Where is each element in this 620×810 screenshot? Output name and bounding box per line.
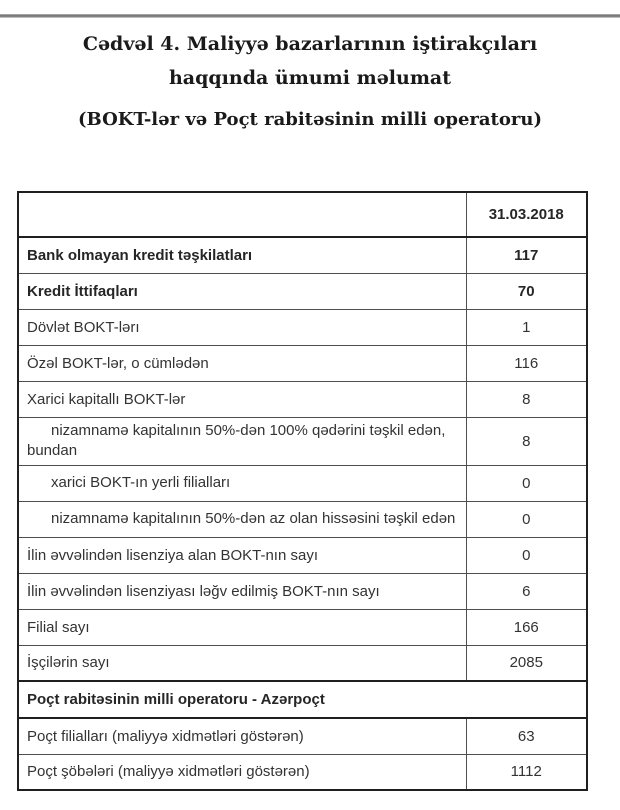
document-page: [0, 14, 620, 810]
row-label: İlin əvvəlindən lisenziya alan BOKT-nın sayı: [18, 537, 466, 573]
table-row: [18, 609, 587, 645]
row-value: 117: [466, 237, 587, 273]
table-row: [18, 345, 587, 381]
table-row: [18, 237, 587, 273]
row-value: 0: [466, 537, 587, 573]
row-label: Poçt filialları (maliyyə xidmətləri göstərən): [18, 718, 466, 754]
row-value: 0: [466, 465, 587, 501]
row-value: 8: [466, 381, 587, 417]
decorative-top-rule: [0, 14, 620, 18]
row-value: 0: [466, 501, 587, 537]
row-label: İşçilərin sayı: [18, 645, 466, 681]
table-row: [18, 573, 587, 609]
table-row: [18, 754, 587, 790]
table-row: [18, 273, 587, 309]
row-label: Xarici kapitallı BOKT-lər: [18, 381, 466, 417]
row-value: 1: [466, 309, 587, 345]
section-label: Poçt rabitəsinin milli operatoru - Azərpoçt: [18, 681, 587, 718]
row-value: 6: [466, 573, 587, 609]
header-date-cell: 31.03.2018: [466, 192, 587, 237]
page-title: Cədvəl 4. Maliyyə bazarlarının iştirakçıları haqqında ümumi məlumat: [82, 33, 538, 89]
header-empty-cell: [18, 192, 466, 237]
row-label: İlin əvvəlindən lisenziyası ləğv edilmiş BOKT-nın sayı: [18, 573, 466, 609]
page-subtitle: (BOKT-lər və Poçt rabitəsinin milli operatoru): [78, 109, 542, 130]
row-label: Bank olmayan kredit təşkilatları: [18, 237, 466, 273]
table-row: [18, 417, 587, 465]
row-label: xarici BOKT-ın yerli filialları: [18, 465, 466, 501]
row-label: nizamnamə kapitalının 50%-dən 100% qədərini təşkil edən, bundan: [18, 417, 466, 465]
table-row: [18, 718, 587, 754]
table-row: [18, 645, 587, 681]
row-value: 166: [466, 609, 587, 645]
row-value: 116: [466, 345, 587, 381]
row-value: 8: [466, 417, 587, 465]
row-label: Kredit İttifaqları: [18, 273, 466, 309]
row-label: Poçt şöbələri (maliyyə xidmətləri göstərən): [18, 754, 466, 790]
row-label: Filial sayı: [18, 609, 466, 645]
row-value: 2085: [466, 645, 587, 681]
table-row: [18, 537, 587, 573]
row-value: 70: [466, 273, 587, 309]
row-label: nizamnamə kapitalının 50%-dən az olan hissəsini təşkil edən: [18, 501, 466, 537]
table-row: [18, 381, 587, 417]
row-value: 1112: [466, 754, 587, 790]
table-row: [18, 465, 587, 501]
table-header-row: [18, 192, 587, 237]
row-value: 63: [466, 718, 587, 754]
row-label: Dövlət BOKT-lərı: [18, 309, 466, 345]
table-row: [18, 501, 587, 537]
row-label: Özəl BOKT-lər, o cümlədən: [18, 345, 466, 381]
section-header-row: [18, 681, 587, 718]
financial-participants-table: [17, 191, 588, 791]
table-row: [18, 309, 587, 345]
